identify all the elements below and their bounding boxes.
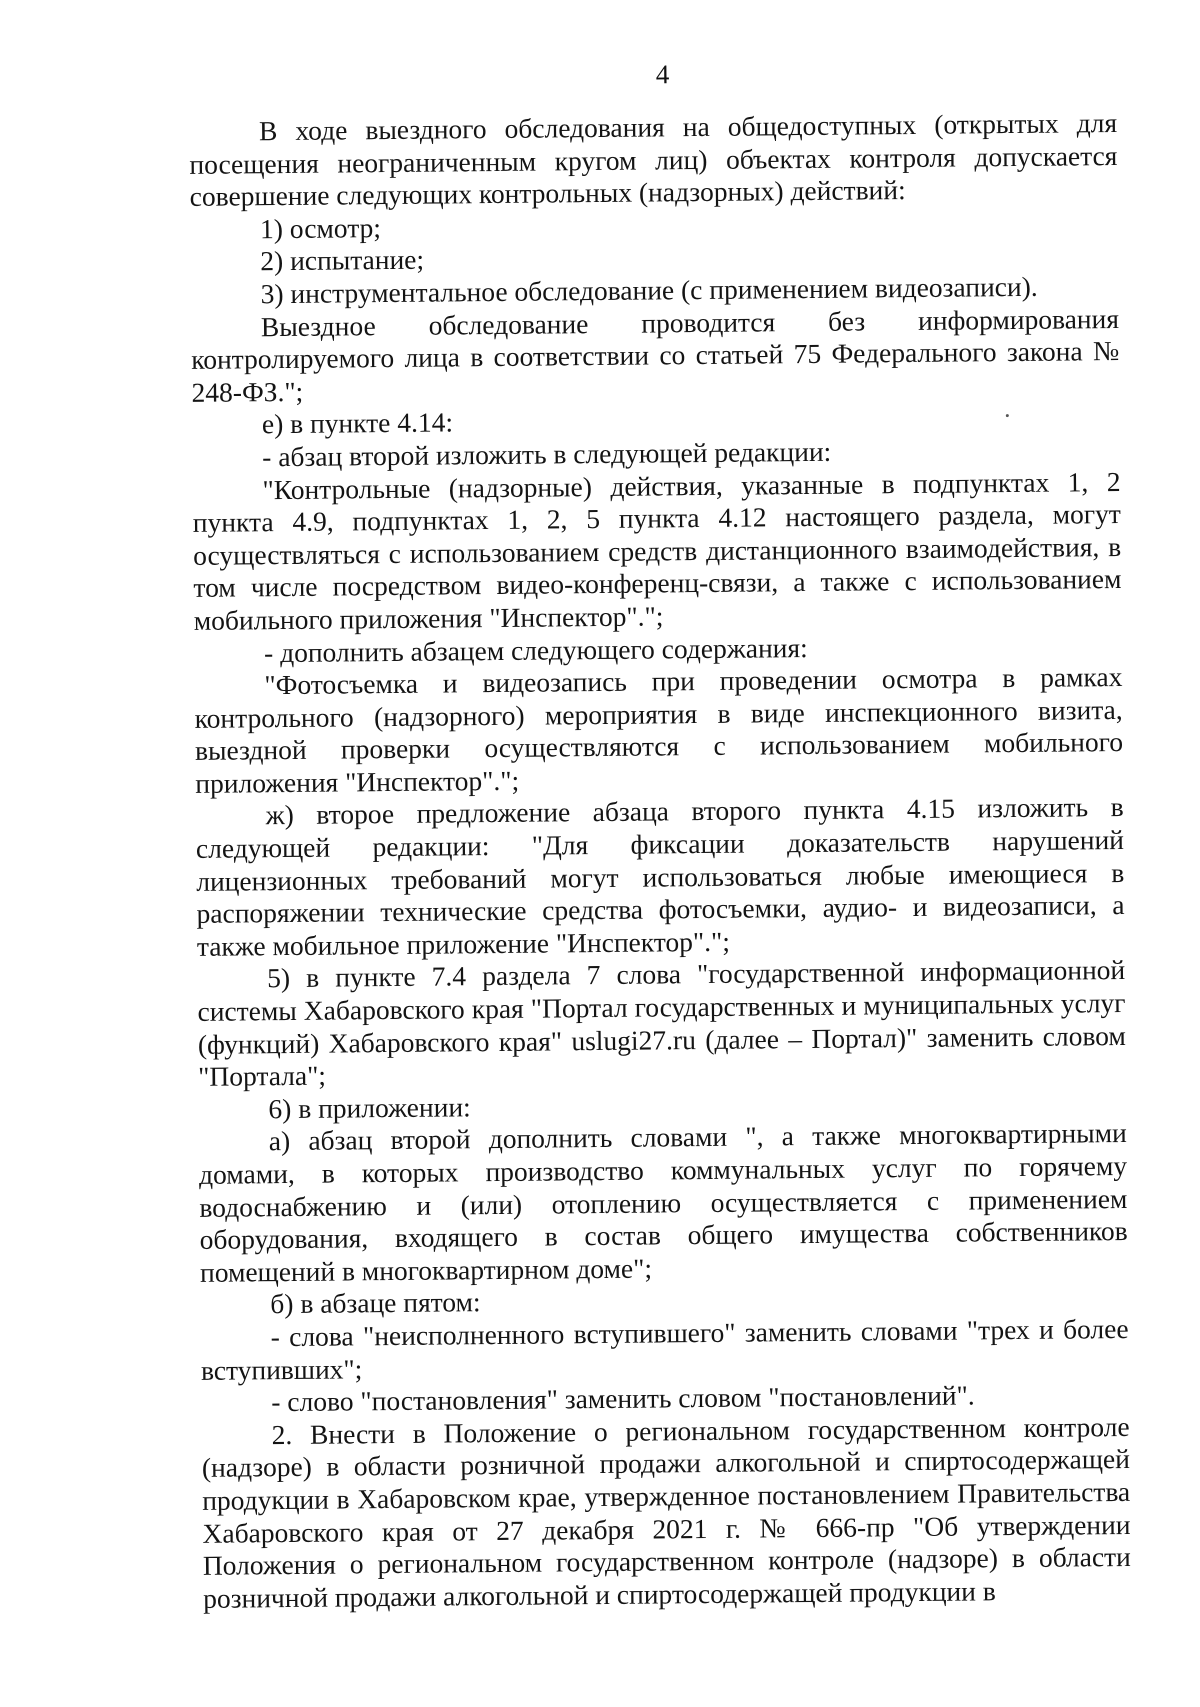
- paragraph: е) в пункте 4.14:: [261, 406, 454, 440]
- paragraph: 1) осмотр;: [259, 211, 382, 245]
- paragraph: ж) второе предложение абзаца второго пункта 4.15 изложить в следующей редакции: "Для фиксации доказательств нарушений лицензионных требований могут использоваться любые имеющиеся в распоряжении технические средства фотосъемки, аудио- и видеозаписи, а также мобильное приложение "Инспектор".";: [195, 791, 1125, 962]
- document-body: [189, 107, 1131, 1615]
- paragraph: 2. Внести в Положение о региональном государственном контроле (надзоре) в области розничной продажи алкогольной и спиртосодержащей продукции в Хабаровском крае, утвержденное постановлением Правительства Хабаровского края от 27 декабря 2021 г. № 666-пр "Об утверждении Положения о региональном государственном контроле (надзоре) в области розничной продажи алкогольной и спиртосодержащей продукции в: [201, 1410, 1131, 1614]
- paragraph: - дополнить абзацем следующего содержания:: [263, 631, 808, 668]
- paragraph: 6) в приложении:: [268, 1091, 471, 1125]
- paragraph: - слово "постановления" заменить словом "постановлений".: [271, 1379, 975, 1418]
- paragraph: 2) испытание;: [260, 244, 425, 277]
- page-number: 4: [655, 59, 670, 90]
- paragraph: "Контрольные (надзорные) действия, указанные в подпунктах 1, 2 пункта 4.9, подпунктах 1, 2, 5 пункта 4.12 настоящего раздела, могут осуществляться с использованием средств дистанционного взаимодействия, в том числе посредством видео-конференц-связи, а также с использованием мобильного приложения "Инспектор".";: [192, 465, 1122, 636]
- paragraph: 5) в пункте 7.4 раздела 7 слова "государственной информационной системы Хабаровского края "Портал государственных и муниципальных услуг (функций) Хабаровского края" uslugi27.ru (далее – Портал)" заменить словом "Портала";: [197, 954, 1126, 1093]
- paragraph: - абзац второй изложить в следующей редакции:: [262, 435, 832, 473]
- paragraph: - слова "неисполненного вступившего" заменить словами "трех и более вступивших";: [200, 1312, 1129, 1386]
- paragraph: а) абзац второй дополнить словами ", а также многоквартирными домами, в которых производство коммунальных услуг по горячему водоснабжению и (или) отоплению осуществляется с применением оборудования, входящего в состав общего имущества собственников помещений в многоквартирном доме";: [198, 1117, 1128, 1288]
- paragraph: 3) инструментальное обследование (с применением видеозаписи).: [260, 270, 1038, 310]
- scan-speck: [1006, 414, 1009, 417]
- paragraph: Выездное обследование проводится без информирования контролируемого лица в соответствии со статьей 75 Федерального закона № 248-ФЗ.";: [191, 302, 1120, 408]
- paragraph: "Фотосъемка и видеозапись при проведении осмотра в рамках контрольного (надзорного) мероприятия в виде инспекционного визита, выездной проверки осуществляются с использованием мобильного приложения "Инспектор".";: [194, 661, 1124, 799]
- paragraph: б) в абзаце пятом:: [270, 1286, 481, 1320]
- paragraph: В ходе выездного обследования на общедоступных (открытых для посещения неограниченным кругом лиц) объектах контроля допускается совершение следующих контрольных (надзорных) действий:: [189, 107, 1118, 213]
